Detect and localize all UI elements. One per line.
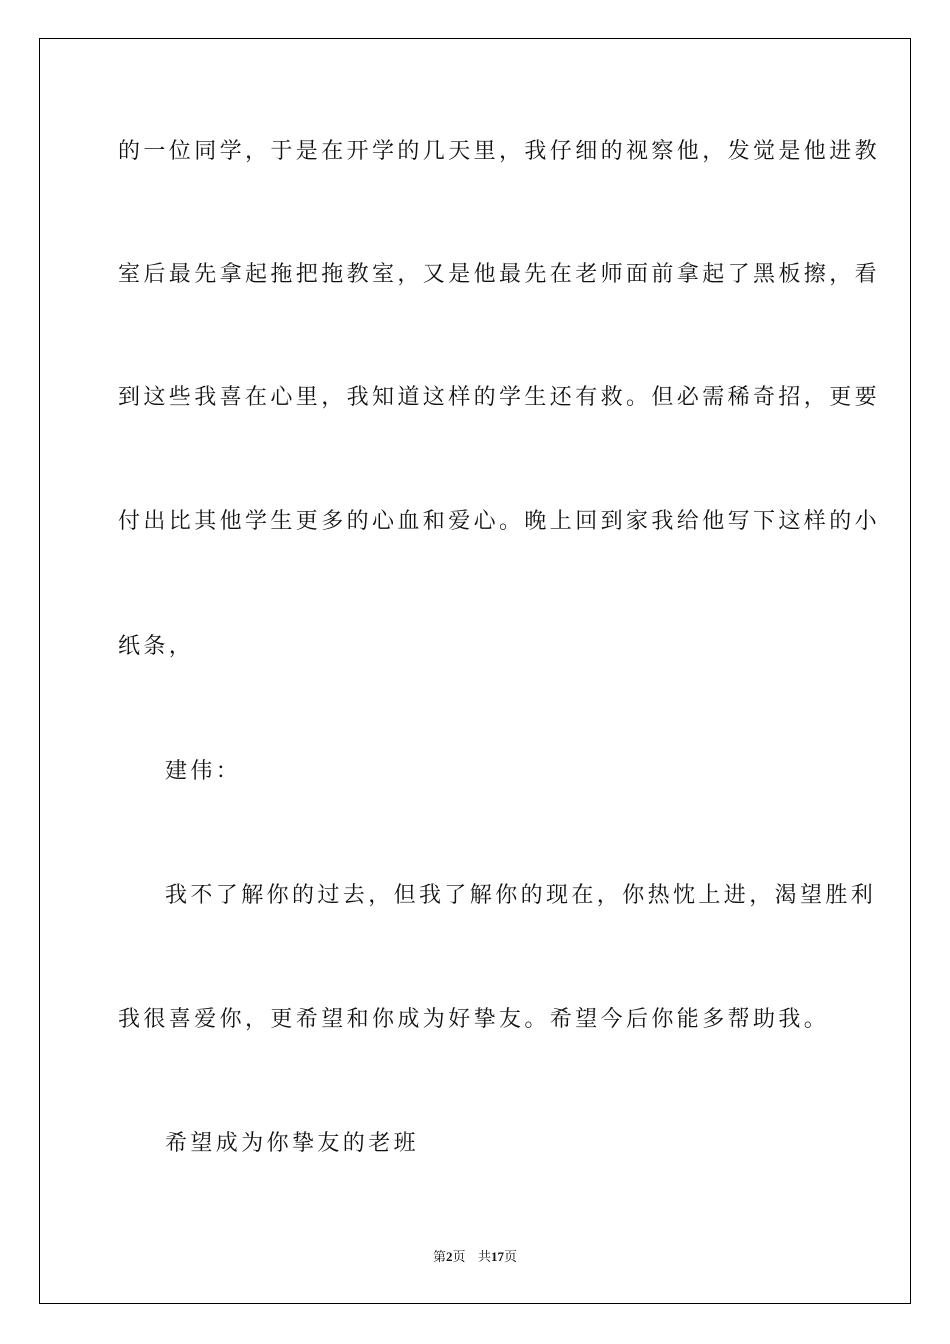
- letter-body-line-1: 我不了解你的过去，但我了解你的现在，你热忱上进，渴望胜利: [165, 883, 877, 908]
- paragraph-line-1: 的一位同学，于是在开学的几天里，我仔细的视察他，发觉是他进教: [118, 139, 881, 164]
- paragraph-line-2: 室后最先拿起拖把拖教室，又是他最先在老师面前拿起了黑板擦，看: [118, 262, 881, 287]
- letter-salutation: 建伟：: [165, 759, 242, 784]
- paragraph-line-3: 到这些我喜在心里，我知道这样的学生还有救。但必需稀奇招，更要: [118, 385, 881, 410]
- total-suffix: 页: [503, 1250, 517, 1265]
- letter-closing: 希望成为你挚友的老班: [165, 1131, 420, 1156]
- paragraph-line-4: 付出比其他学生更多的心血和爱心。晚上回到家我给他写下这样的小: [118, 509, 881, 534]
- page-number: 2: [446, 1249, 453, 1264]
- letter-body-line-2: 我很喜爱你，更希望和你成为好挚友。希望今后你能多帮助我。: [118, 1007, 830, 1032]
- page-prefix: 第: [433, 1250, 447, 1265]
- total-pages: 17: [490, 1249, 504, 1264]
- total-prefix: 共: [477, 1250, 491, 1265]
- page-suffix: 页: [452, 1250, 466, 1265]
- page-footer: [0, 1246, 950, 1265]
- paragraph-line-5: 纸条，: [118, 634, 195, 659]
- page-border: [39, 38, 911, 1304]
